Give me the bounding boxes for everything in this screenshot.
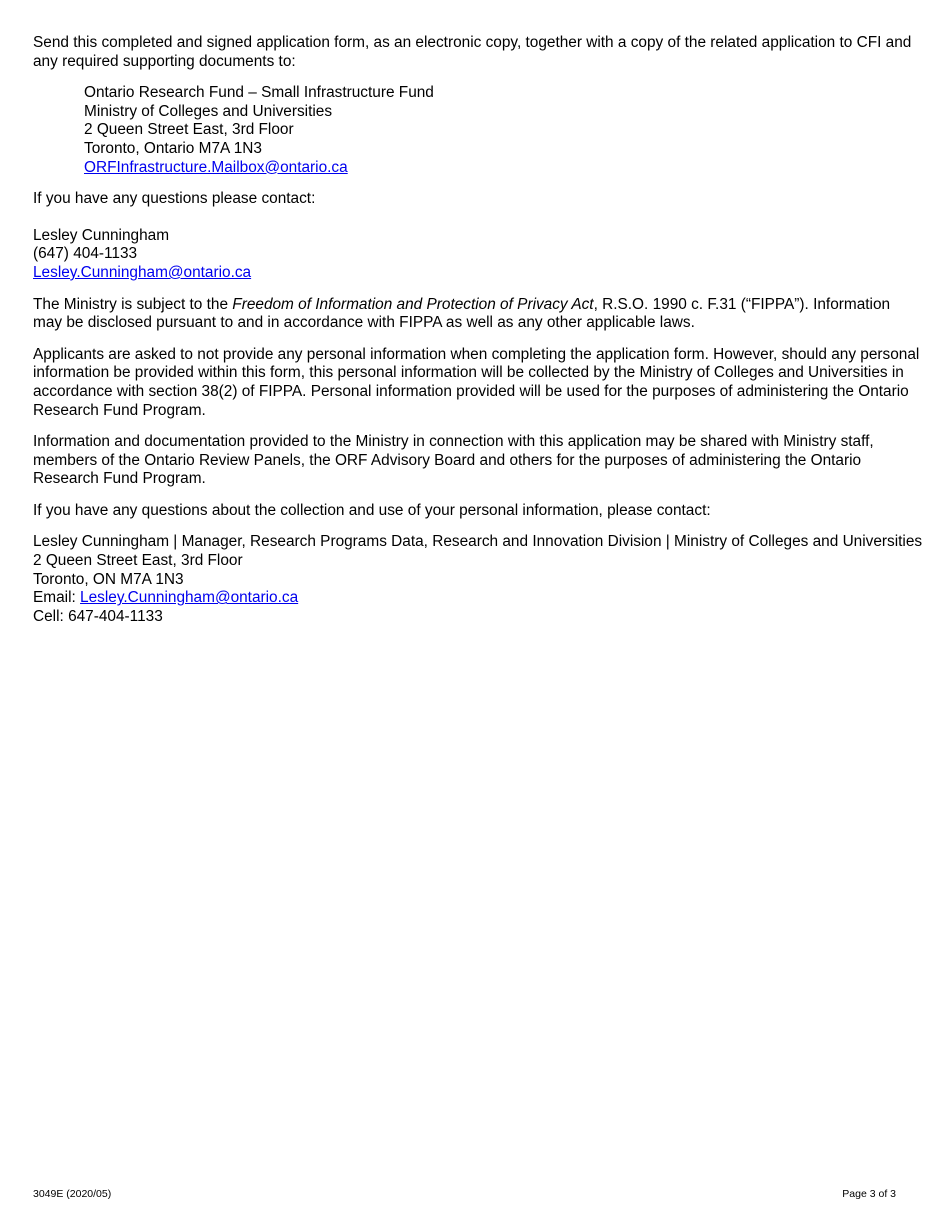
privacy-contact-cell: Cell: 647-404-1133 [33,607,163,625]
page-number: Page 3 of 3 [842,1188,896,1200]
questions-intro: If you have any questions please contact: [33,190,316,208]
contact-phone: (647) 404-1133 [33,245,138,263]
privacy-email-label: Email: [33,589,81,607]
privacy-contact-email-link[interactable]: Lesley.Cunningham@ontario.ca [80,589,299,607]
contact-email-link[interactable]: Lesley.Cunningham@ontario.ca [33,263,252,281]
fippa-text-after: , R.S.O. 1990 c. F.31 (“FIPPA”). Information may be disclosed pursuant to and in accordance with FIPPA as well as any other applicable laws. [33,295,891,332]
address-line-ministry: Ministry of Colleges and Universities [84,102,333,120]
document-page [33,34,923,626]
fippa-paragraph [33,296,923,333]
fippa-act-title: Freedom of Information and Protection of Privacy Act [232,295,594,313]
privacy-contact-street: 2 Queen Street East, 3rd Floor [33,552,243,570]
contact-name: Lesley Cunningham [33,226,170,244]
sharing-paragraph: Information and documentation provided to the Ministry in connection with this application may be shared with Ministry staff, members of the Ontario Review Panels, the ORF Advisory Board and others for the purposes of administering the Ontario Research Fund Program. [33,433,874,488]
personal-info-paragraph: Applicants are asked to not provide any personal information when completing the application form. However, should any personal information be provided within this form, this personal information will be collected by the Ministry of Colleges and Universities in accordance with section 38(2) of FIPPA. Personal information provided will be used for the purposes of administering the Ontario Research Fund Program. [33,345,920,419]
privacy-contact-block [33,533,923,626]
privacy-questions-intro: If you have any questions about the collection and use of your personal information, please contact: [33,501,711,519]
mailing-address [33,84,923,177]
intro-paragraph: Send this completed and signed application form, as an electronic copy, together with a copy of the related application to CFI and any required supporting documents to: [33,34,912,70]
address-line-fund: Ontario Research Fund – Small Infrastructure Fund [84,84,434,102]
privacy-contact-title: Lesley Cunningham | Manager, Research Programs Data, Research and Innovation Division | Ministry of Colleges and Universities [33,533,923,551]
orf-mailbox-email-link[interactable]: ORFInfrastructure.Mailbox@ontario.ca [84,158,348,176]
fippa-text-before: The Ministry is subject to the [33,295,233,313]
contact-block [33,227,923,283]
privacy-contact-email-row [33,589,923,608]
form-number: 3049E (2020/05) [33,1188,112,1200]
address-line-street: 2 Queen Street East, 3rd Floor [84,121,294,139]
address-line-city: Toronto, Ontario M7A 1N3 [84,139,262,157]
privacy-contact-city: Toronto, ON M7A 1N3 [33,570,184,588]
